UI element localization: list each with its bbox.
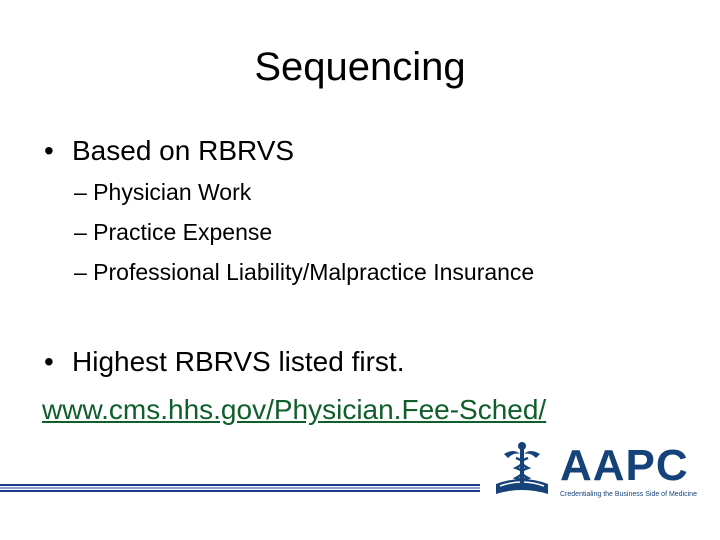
footer-rule bbox=[0, 484, 480, 492]
logo-wordmark: AAPC bbox=[560, 441, 689, 490]
sub-bullet-item: – Professional Liability/Malpractice Insurance bbox=[74, 259, 535, 285]
bullet-text: Based on RBRVS bbox=[72, 135, 295, 166]
caduceus-book-icon bbox=[490, 440, 554, 504]
sub-bullet-item: – Physician Work bbox=[74, 179, 252, 205]
bullet-item bbox=[44, 345, 405, 379]
aapc-logo bbox=[490, 440, 697, 506]
slide-title: Sequencing bbox=[254, 45, 466, 89]
cms-fee-schedule-link[interactable]: www.cms.hhs.gov/Physician.Fee-Sched/ bbox=[42, 394, 547, 425]
bullet-item bbox=[44, 134, 294, 168]
bullet-text: Highest RBRVS listed first. bbox=[72, 346, 405, 377]
bullet-marker: • bbox=[44, 135, 54, 166]
sub-bullet-item: – Practice Expense bbox=[74, 219, 273, 245]
logo-tagline: Credentialing the Business Side of Medicine bbox=[560, 491, 697, 498]
bullet-marker: • bbox=[44, 346, 54, 377]
